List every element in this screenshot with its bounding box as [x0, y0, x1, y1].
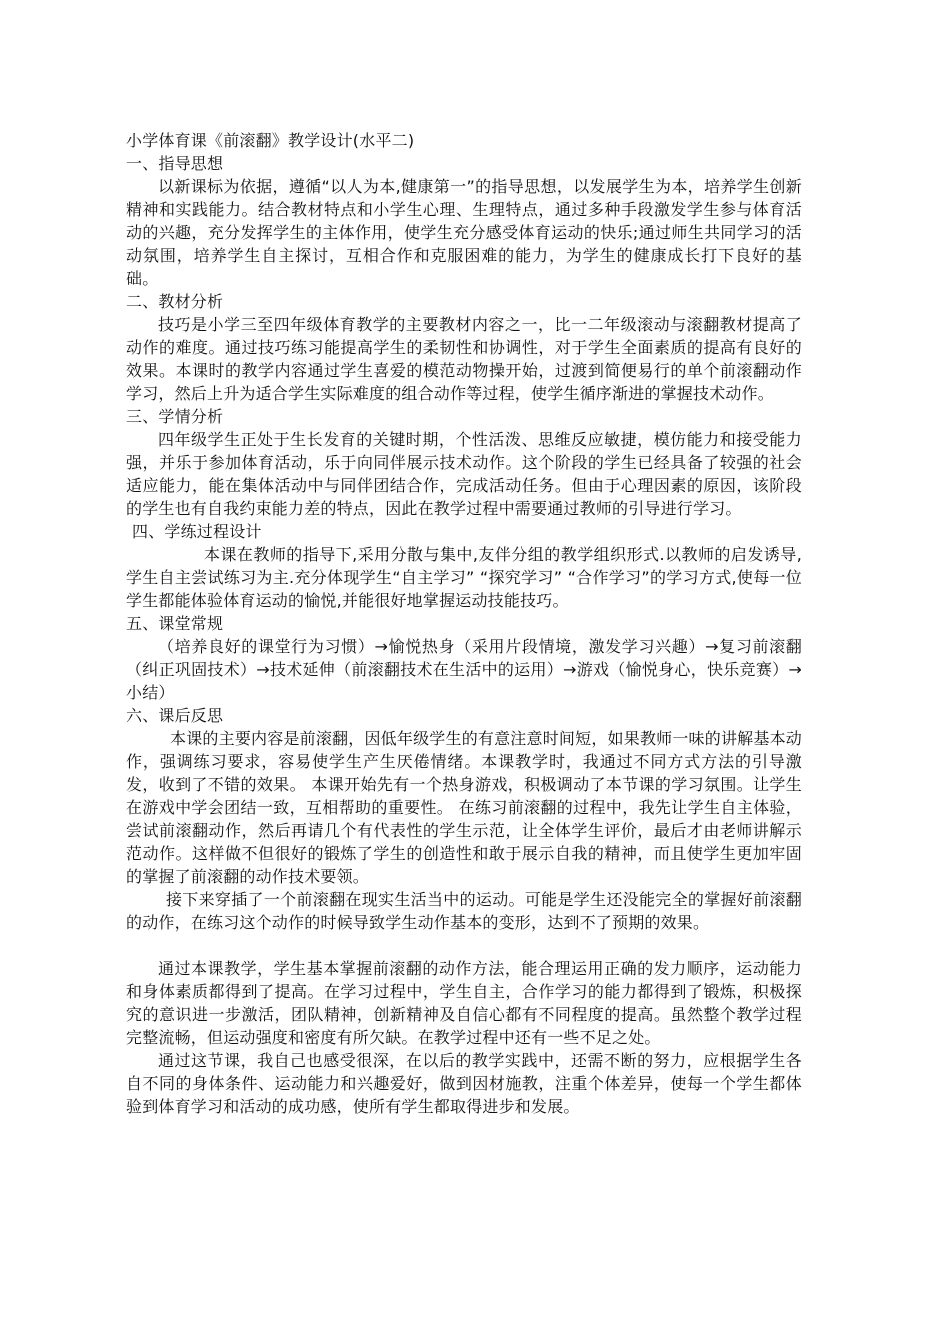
section-heading-classroom-routine: 五、课堂常规: [126, 614, 224, 633]
blank-line: [126, 934, 802, 957]
section-heading-student-analysis: 三、学情分析: [126, 407, 224, 426]
document-body: [126, 129, 802, 1118]
section-paragraph: （培养良好的课堂行为习惯）→愉悦热身（采用片段情境，激发学习兴趣）→复习前滚翻（纠正巩固技术）→技术延伸（前滚翻技术在生活中的运用）→游戏（愉悦身心，快乐竞赛）→小结）: [126, 637, 802, 702]
section-paragraph: 通过本课教学，学生基本掌握前滚翻的动作方法，能合理运用正确的发力顺序，运动能力和身体素质都得到了提高。在学习过程中，学生自主，合作学习的能力都得到了锻炼，积极探究的意识进一步激活，团队精神，创新精神及自信心都有不同程度的提高。虽然整个教学过程完整流畅，但运动强度和密度有所欠缺。在教学过程中还有一些不足之处。: [126, 959, 802, 1047]
section-heading-guiding-thought: 一、指导思想: [126, 154, 224, 173]
section-paragraph: 以新课标为依据，遵循“以人为本,健康第一”的指导思想，以发展学生为本，培养学生创新精神和实践能力。结合教材特点和小学生心理、生理特点，通过多种手段激发学生参与体育活动的兴趣，充分发挥学生的主体作用，使学生充分感受体育运动的快乐;通过师生共同学习的活动氛围，培养学生自主探讨，互相合作和克服困难的能力，为学生的健康成长打下良好的基础。: [126, 177, 802, 288]
section-heading-process-design: 四、学练过程设计: [132, 522, 262, 541]
section-paragraph: 技巧是小学三至四年级体育教学的主要教材内容之一，比一二年级滚动与滚翻教材提高了动作的难度。通过技巧练习能提高学生的柔韧性和协调性，对于学生全面素质的提高有良好的效果。本课时的教学内容通过学生喜爱的模范动物操开始，过渡到简便易行的单个前滚翻动作学习，然后上升为适合学生实际难度的组合动作等过程，使学生循序渐进的掌握技术动作。: [126, 315, 802, 403]
section-paragraph: 本课在教师的指导下,采用分散与集中,友伴分组的教学组织形式.以教师的启发诱导,学生自主尝试练习为主.充分体现学生“自主学习” “探究学习” “合作学习”的学习方式,使每一位学生都能体验体育运动的愉悦,并能很好地掌握运动技能技巧。: [126, 545, 802, 610]
section-heading-material-analysis: 二、教材分析: [126, 292, 224, 311]
section-heading-reflection: 六、课后反思: [126, 706, 224, 725]
section-paragraph: 本课的主要内容是前滚翻，因低年级学生的有意注意时间短，如果教师一味的讲解基本动作，强调练习要求，容易使学生产生厌倦情绪。本课教学时，我通过不同方式方法的引导激发，收到了不错的效果。 本课开始先有一个热身游戏，积极调动了本节课的学习氛围。让学生在游戏中学会团结一致，互相帮助的重要性。 在练习前滚翻的过程中，我先让学生自主体验，尝试前滚翻动作，然后再请几个有代表性的学生示范，让全体学生评价，最后才由老师讲解示范动作。这样做不但很好的锻炼了学生的创造性和敢于展示自我的精神，而且使学生更加牢固的掌握了前滚翻的动作技术要领。: [126, 729, 802, 886]
section-paragraph: 接下来穿插了一个前滚翻在现实生活当中的运动。可能是学生还没能完全的掌握好前滚翻的动作，在练习这个动作的时候导致学生动作基本的变形，达到不了预期的效果。: [126, 890, 802, 932]
section-paragraph: 四年级学生正处于生长发育的关键时期，个性活泼、思维反应敏捷，模仿能力和接受能力强，并乐于参加体育活动，乐于向同伴展示技术动作。这个阶段的学生已经具备了较强的社会适应能力，能在集体活动中与同伴团结合作，完成活动任务。但由于心理因素的原因，该阶段的学生也有自我约束能力差的特点，因此在教学过程中需要通过教师的引导进行学习。: [126, 430, 802, 518]
section-paragraph: 通过这节课，我自己也感受很深，在以后的教学实践中，还需不断的努力，应根据学生各自不同的身体条件、运动能力和兴趣爱好，做到因材施教，注重个体差异，使每一个学生都体验到体育学习和活动的成功感，使所有学生都取得进步和发展。: [126, 1051, 802, 1116]
document-title: 小学体育课《前滚翻》教学设计(水平二): [126, 131, 415, 150]
